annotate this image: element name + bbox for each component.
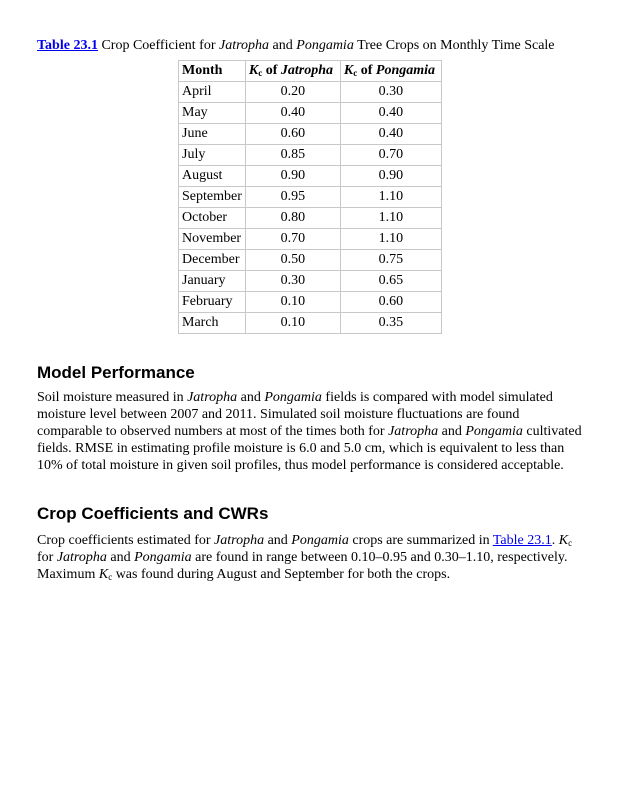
table-row bbox=[179, 82, 442, 103]
header-kc-jatropha: $K_c$ of Jatropha bbox=[245, 61, 340, 82]
caption-jatropha: Jatropha bbox=[219, 38, 270, 53]
cell-kc-jatropha: 0.10 bbox=[245, 292, 340, 313]
cell-month: December bbox=[179, 250, 246, 271]
cell-month: July bbox=[179, 145, 246, 166]
cell-kc-jatropha: 0.85 bbox=[245, 145, 340, 166]
table-header-row bbox=[179, 61, 442, 82]
cell-kc-pongamia: 0.35 bbox=[340, 313, 441, 334]
cell-kc-pongamia: 0.40 bbox=[340, 124, 441, 145]
table-caption bbox=[37, 37, 555, 54]
header-month: Month bbox=[179, 61, 246, 82]
cell-kc-jatropha: 0.30 bbox=[245, 271, 340, 292]
cell-month: May bbox=[179, 103, 246, 124]
table-row bbox=[179, 250, 442, 271]
cell-month: August bbox=[179, 166, 246, 187]
table-row bbox=[179, 124, 442, 145]
cell-kc-pongamia: 1.10 bbox=[340, 187, 441, 208]
cell-kc-pongamia: 0.90 bbox=[340, 166, 441, 187]
caption-pongamia: Pongamia bbox=[296, 38, 354, 53]
table-reference-link[interactable]: Table 23.1 bbox=[492, 533, 552, 548]
section-heading-crop-coefficients: Crop Coefficients and CWRs bbox=[37, 504, 269, 523]
cell-month: March bbox=[179, 313, 246, 334]
table-row bbox=[179, 145, 442, 166]
table-row bbox=[179, 166, 442, 187]
cell-kc-pongamia: 0.40 bbox=[340, 103, 441, 124]
cell-kc-pongamia: 1.10 bbox=[340, 208, 441, 229]
cell-month: April bbox=[179, 82, 246, 103]
cell-kc-jatropha: 0.70 bbox=[245, 229, 340, 250]
table-row bbox=[179, 313, 442, 334]
cell-month: January bbox=[179, 271, 246, 292]
cell-kc-pongamia: 0.60 bbox=[340, 292, 441, 313]
cell-kc-jatropha: 0.60 bbox=[245, 124, 340, 145]
table-row bbox=[179, 229, 442, 250]
table-row bbox=[179, 103, 442, 124]
table-row bbox=[179, 271, 442, 292]
cell-month: February bbox=[179, 292, 246, 313]
cell-kc-jatropha: 0.95 bbox=[245, 187, 340, 208]
cell-month: June bbox=[179, 124, 246, 145]
header-kc-pongamia: $K_c$ of Pongamia bbox=[340, 61, 441, 82]
table-label-link[interactable]: Table 23.1 bbox=[37, 38, 98, 53]
cell-kc-pongamia: 0.30 bbox=[340, 82, 441, 103]
crop-coefficient-table bbox=[178, 60, 442, 334]
caption-text: Tree Crops on Monthly Time Scale bbox=[353, 38, 555, 53]
cell-kc-jatropha: 0.10 bbox=[245, 313, 340, 334]
table-row bbox=[179, 187, 442, 208]
caption-text: and bbox=[269, 38, 297, 53]
cell-kc-jatropha: 0.40 bbox=[245, 103, 340, 124]
cell-month: October bbox=[179, 208, 246, 229]
crop-coefficients-paragraph: Crop coefficients estimated for Jatropha and Pongamia crops are summarized in Table 23.1. $K_c$ for Jatropha and Pongamia are found in range between 0.10–0.95 and 0.30–1.10, respectively. Maximum $K_c$ was found during August and September for both the crops. bbox=[37, 533, 573, 582]
cell-kc-pongamia: 0.70 bbox=[340, 145, 441, 166]
cell-kc-jatropha: 0.20 bbox=[245, 82, 340, 103]
table-row bbox=[179, 208, 442, 229]
model-performance-paragraph: Soil moisture measured in Jatropha and Pongamia fields is compared with model simulated moisture level between 2007 and 2011. Simulated soil moisture fluctuations are found comparable to observed numbers at most of the times both for Jatropha and Pongamia cultivated fields. RMSE in estimating profile moisture is 6.0 and 5.0 cm, which is equivalent to less than 10% of total moisture in given soil profiles, thus model performance is considered acceptable. bbox=[37, 390, 582, 473]
cell-kc-jatropha: 0.80 bbox=[245, 208, 340, 229]
caption-text: Crop Coefficient for bbox=[97, 38, 219, 53]
table-row bbox=[179, 292, 442, 313]
cell-kc-pongamia: 0.65 bbox=[340, 271, 441, 292]
cell-kc-jatropha: 0.90 bbox=[245, 166, 340, 187]
cell-month: November bbox=[179, 229, 246, 250]
cell-kc-pongamia: 1.10 bbox=[340, 229, 441, 250]
cell-kc-jatropha: 0.50 bbox=[245, 250, 340, 271]
cell-month: September bbox=[179, 187, 246, 208]
cell-kc-pongamia: 0.75 bbox=[340, 250, 441, 271]
section-heading-model-performance: Model Performance bbox=[37, 363, 195, 382]
